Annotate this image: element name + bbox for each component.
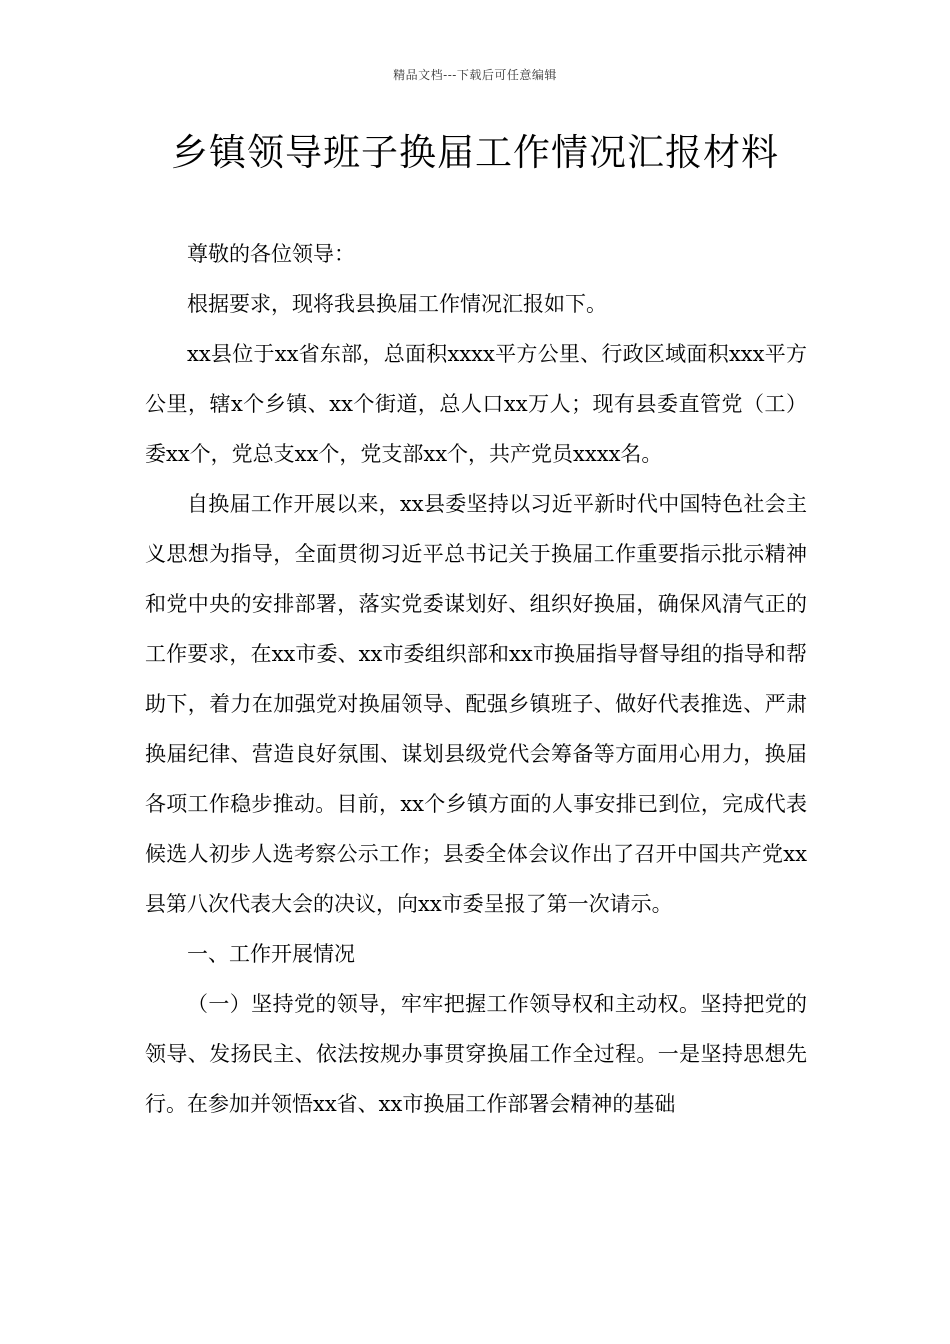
- section-heading: 一、工作开展情况: [187, 942, 355, 966]
- salutation: 尊敬的各位领导：: [187, 242, 355, 266]
- paragraph-work-summary: 自换届工作开展以来，xx县委坚持以习近平新时代中国特色社会主义思想为指导，全面贯彻习近平总书记关于换届工作重要指示批示精神和党中央的安排部署，落实党委谋划好、组织好换届，确保风清气正的工作要求，在xx市委、xx市委组织部和xx市换届指导督导组的指导和帮助下，着力在加强党对换届领导、配强乡镇班子、做好代表推选、严肃换届纪律、营造良好氛围、谋划县级党代会筹备等方面用心用力，换届各项工作稳步推动。目前，xx个乡镇方面的人事安排已到位，完成代表候选人初步人选考察公示工作；县委全体会议作出了召开中国共产党xx县第八次代表大会的决议，向xx市委呈报了第一次请示。: [145, 492, 807, 916]
- paragraph-county-overview: xx县位于xx省东部，总面积xxxx平方公里、行政区域面积xxx平方公里，辖x个乡镇、xx个街道，总人口xx万人；现有县委直管党（工）委xx个，党总支xx个，党支部xx个，共产党员xxxx名。: [145, 342, 807, 466]
- header-note: 精品文档---下载后可任意编辑: [393, 68, 557, 82]
- paragraph-section-1: （一）坚持党的领导，牢牢把握工作领导权和主动权。坚持把党的领导、发扬民主、依法按规办事贯穿换届工作全过程。一是坚持思想先行。在参加并领悟xx省、xx市换届工作部署会精神的基础: [145, 992, 807, 1116]
- paragraph-intro: 根据要求，现将我县换届工作情况汇报如下。: [187, 292, 607, 316]
- document-title: 乡镇领导班子换届工作情况汇报材料: [171, 131, 779, 174]
- document-body: [145, 229, 807, 1129]
